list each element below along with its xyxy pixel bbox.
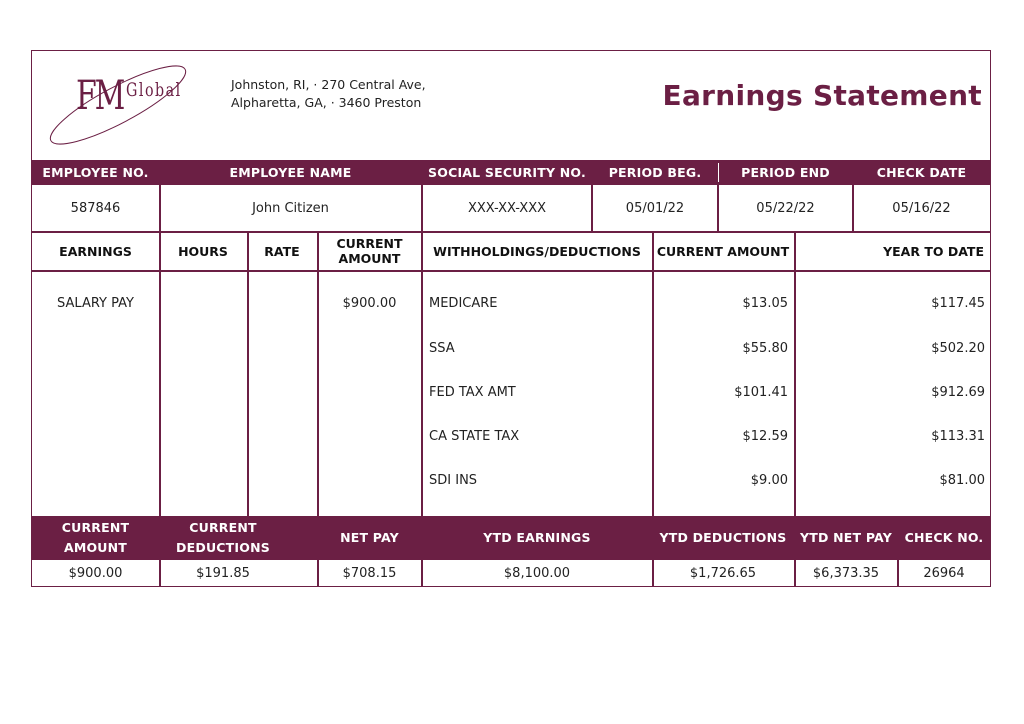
earning-label: SALARY PAY [57, 296, 134, 311]
deduction-ytd: $113.31 [931, 429, 985, 444]
summary-ytd-earnings-label: YTD EARNINGS [483, 530, 591, 545]
summary-ytd-earnings-value: $8,100.00 [503, 565, 571, 581]
divider [159, 185, 161, 231]
company-address [231, 76, 426, 112]
header-ssn: SOCIAL SECURITY NO. [428, 164, 586, 180]
divider [591, 185, 593, 231]
divider [717, 185, 719, 231]
deduction-ytd: $502.20 [931, 341, 985, 356]
summary-check-no-label: CHECK NO. [904, 530, 984, 545]
deduction-label: SSA [429, 341, 455, 356]
divider [421, 231, 423, 516]
deduction-ytd: $81.00 [939, 473, 985, 488]
deduction-current: $13.05 [742, 296, 788, 311]
header-employee-no: EMPLOYEE NO. [42, 164, 149, 180]
divider [317, 231, 319, 516]
address-line-2: Alpharetta, GA, · 3460 Preston [231, 95, 422, 110]
col-withholdings: WITHHOLDINGS/DEDUCTIONS [433, 243, 641, 259]
summary-current-amount-value: $900.00 [68, 565, 123, 581]
earning-amount: $900.00 [342, 296, 397, 311]
summary-current-deductions-label [159, 516, 317, 560]
divider [794, 560, 796, 586]
divider [317, 560, 319, 586]
col-current-amount-l2: AMOUNT [338, 251, 401, 266]
col-rate: RATE [264, 243, 300, 259]
summary-ytd-net-pay-label: YTD NET PAY [800, 530, 892, 545]
summary-current-amount-l1: CURRENT [61, 520, 130, 535]
col-ded-current-amount: CURRENT AMOUNT [656, 243, 790, 259]
divider [652, 560, 654, 586]
divider [159, 560, 161, 586]
divider [897, 560, 899, 586]
deduction-current: $9.00 [750, 473, 788, 488]
summary-current-deductions-l1: CURRENT [189, 520, 257, 535]
check-date-value: 05/16/22 [892, 200, 951, 216]
col-earnings: EARNINGS [59, 243, 132, 259]
employee-name-value: John Citizen [252, 200, 329, 216]
deduction-ytd: $117.45 [931, 296, 985, 311]
deduction-label: FED TAX AMT [429, 385, 516, 400]
divider [718, 163, 719, 182]
summary-ytd-deductions-label: YTD DEDUCTIONS [659, 530, 787, 545]
summary-current-deductions-value: $191.85 [196, 565, 250, 581]
divider [247, 231, 249, 516]
summary-ytd-net-pay-value: $6,373.35 [812, 565, 880, 581]
earnings-statement [31, 50, 991, 587]
summary-net-pay-value: $708.15 [342, 565, 397, 581]
col-year-to-date: YEAR TO DATE [883, 243, 984, 259]
logo-global-text: Global [126, 79, 182, 101]
summary-current-deductions-l2: DEDUCTIONS [176, 540, 270, 555]
ssn-value: XXX-XX-XXX [467, 200, 547, 216]
deduction-label: MEDICARE [429, 296, 498, 311]
divider [421, 560, 423, 586]
period-end-value: 05/22/22 [756, 200, 815, 216]
period-beg-value: 05/01/22 [625, 200, 685, 216]
header-check-date: CHECK DATE [876, 164, 967, 180]
summary-current-amount-l2: AMOUNT [63, 540, 128, 555]
col-current-amount [317, 232, 422, 270]
deduction-label: CA STATE TAX [429, 429, 520, 444]
deduction-label: SDI INS [429, 473, 478, 488]
address-line-1: Johnston, RI, · 270 Central Ave, [231, 77, 426, 92]
deduction-ytd: $912.69 [931, 385, 985, 400]
header-employee-name: EMPLOYEE NAME [229, 164, 352, 180]
col-hours: HOURS [178, 243, 228, 259]
summary-net-pay-label: NET PAY [340, 530, 399, 545]
summary-ytd-deductions-value: $1,726.65 [689, 565, 757, 581]
summary-check-no-value: 26964 [923, 565, 965, 581]
divider [32, 270, 990, 272]
logo-swoosh-icon [46, 57, 206, 157]
divider [421, 185, 423, 231]
logo-fm-text: FM [76, 73, 124, 119]
header-period-end: PERIOD END [741, 164, 830, 180]
header-period-beg: PERIOD BEG. [608, 164, 702, 180]
divider [159, 231, 161, 516]
summary-current-amount-label [32, 516, 159, 560]
deduction-current: $55.80 [742, 341, 788, 356]
employee-no-value: 587846 [70, 200, 121, 216]
company-logo [46, 57, 206, 157]
col-current-amount-l1: CURRENT [336, 236, 403, 251]
divider [852, 185, 854, 231]
statement-title: Earnings Statement [662, 79, 982, 112]
deduction-current: $101.41 [734, 385, 788, 400]
deduction-current: $12.59 [742, 429, 788, 444]
